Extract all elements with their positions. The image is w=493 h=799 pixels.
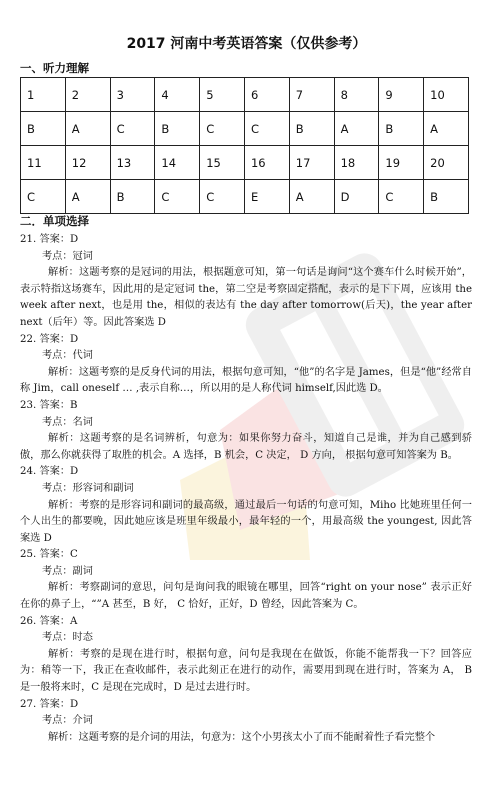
explanation: 解析：考察的是现在进行时，根据句意，问句是我现在在做饭，你能不能帮我一下？回答应为：稍等一下，我正在查收邮件，表示此刻正在进行的动作，需要用到现在进行时，答案为 A， B 是一般将来时，C 是现在完成时，D 是过去进行时。 bbox=[20, 648, 472, 694]
table-cell: 6 bbox=[244, 78, 289, 112]
table-cell: 1 bbox=[21, 78, 66, 112]
question-item bbox=[20, 547, 472, 613]
test-point: 考点：冠词 bbox=[42, 250, 93, 262]
listening-answer-table bbox=[20, 77, 469, 214]
table-cell: 5 bbox=[200, 78, 245, 112]
test-point: 考点：形容词和副词 bbox=[42, 482, 134, 494]
test-point: 考点：代词 bbox=[42, 350, 93, 362]
table-cell: 7 bbox=[289, 78, 334, 112]
table-cell: 12 bbox=[65, 146, 110, 180]
table-answer-row bbox=[21, 180, 469, 214]
answer-line: 27. 答案：D bbox=[20, 698, 79, 710]
explanation: 解析：这题考察的是名词辨析，句意为：如果你努力奋斗，知道自己是谁，并为自己感到骄傲，那么你就获得了取胜的机会。A 选择，B 机会，C 决定， D 方向， 根据句意可知答案为 B。 bbox=[20, 433, 472, 461]
single-choice-answers bbox=[20, 232, 472, 746]
explanation: 解析：考察的是形容词和副词的最高级，通过最后一句话的句意可知，Miho 比她班里任何一个人出生的都要晚，因此她应该是班里年级最小，最年轻的一个，用最高级 the youngest, 因此答案选 D bbox=[20, 499, 472, 544]
question-item bbox=[20, 332, 472, 398]
table-cell: C bbox=[244, 112, 289, 146]
table-cell: C bbox=[379, 180, 424, 214]
table-cell: 20 bbox=[424, 146, 469, 180]
table-cell: B bbox=[155, 112, 200, 146]
table-cell: 18 bbox=[334, 146, 379, 180]
test-point: 考点：介词 bbox=[42, 715, 93, 727]
table-cell: 3 bbox=[110, 78, 155, 112]
table-cell: D bbox=[334, 180, 379, 214]
table-cell: B bbox=[21, 112, 66, 146]
test-point: 考点：时态 bbox=[42, 632, 93, 644]
table-cell: 11 bbox=[21, 146, 66, 180]
table-cell: C bbox=[21, 180, 66, 214]
table-cell: 17 bbox=[289, 146, 334, 180]
question-item bbox=[20, 232, 472, 332]
table-cell: C bbox=[200, 180, 245, 214]
answer-line: 26. 答案：A bbox=[20, 615, 78, 627]
table-cell: A bbox=[334, 112, 379, 146]
answer-line: 23. 答案：B bbox=[20, 399, 78, 411]
table-cell: 9 bbox=[379, 78, 424, 112]
section-heading-listening: 一、听力理解 bbox=[20, 61, 89, 75]
table-cell: 19 bbox=[379, 146, 424, 180]
table-cell: B bbox=[110, 180, 155, 214]
table-cell: 14 bbox=[155, 146, 200, 180]
table-cell: B bbox=[424, 180, 469, 214]
table-cell: C bbox=[155, 180, 200, 214]
table-cell: A bbox=[65, 112, 110, 146]
table-cell: B bbox=[379, 112, 424, 146]
explanation: 解析：这题考察的是反身代词的用法，根据句意可知，“他”的名字是 James，但是“他”经常自称 Jim，call oneself … ,表示自称…，所以用的是人称代词 himself,因此选 D。 bbox=[20, 366, 472, 395]
table-cell: B bbox=[289, 112, 334, 146]
table-cell: C bbox=[200, 112, 245, 146]
document-title: 2017 河南中考英语答案（仅供参考） bbox=[126, 36, 367, 52]
explanation: 解析：考察副词的意思，问句是询问我的眼镜在哪里，回答“right on your nose” 表示正好在你的鼻子上，“”A 甚至，B 好， C 恰好，正好，D 曾经，因此答案为 C。 bbox=[20, 582, 472, 611]
question-item bbox=[20, 398, 472, 464]
table-cell: 2 bbox=[65, 78, 110, 112]
question-item bbox=[20, 614, 472, 697]
table-number-row bbox=[21, 78, 469, 112]
answer-line: 21. 答案：D bbox=[20, 234, 79, 245]
test-point: 考点：副词 bbox=[42, 565, 93, 577]
table-cell: E bbox=[244, 180, 289, 214]
table-cell: A bbox=[424, 112, 469, 146]
question-item bbox=[20, 697, 472, 747]
question-item bbox=[20, 464, 472, 547]
table-cell: C bbox=[110, 112, 155, 146]
test-point: 考点：名词 bbox=[42, 416, 93, 428]
table-cell: 10 bbox=[424, 78, 469, 112]
answer-line: 22. 答案：D bbox=[20, 333, 79, 345]
answer-line: 25. 答案：C bbox=[20, 549, 78, 561]
table-answer-row bbox=[21, 112, 469, 146]
table-cell: 13 bbox=[110, 146, 155, 180]
table-cell: A bbox=[289, 180, 334, 214]
table-cell: A bbox=[65, 180, 110, 214]
table-cell: 4 bbox=[155, 78, 200, 112]
table-number-row bbox=[21, 146, 469, 180]
answer-line: 24. 答案：D bbox=[20, 466, 79, 478]
table-cell: 8 bbox=[334, 78, 379, 112]
table-cell: 15 bbox=[200, 146, 245, 180]
explanation: 解析：这题考察的是介词的用法，句意为：这个小男孩太小了而不能耐着性子看完整个 bbox=[48, 731, 436, 743]
table-cell: 16 bbox=[244, 146, 289, 180]
explanation: 解析：这题考察的是冠词的用法，根据题意可知，第一句话是询问“这个赛车什么时候开始”，表示特指这场赛车，因此用的是定冠词 the，第二空是考察固定搭配，表示的是下下周，应该用 the week after next，也是用 the，相似的表达有 the day after tomorrow(后天)，the year after next（后年）等。因此答案选 D bbox=[20, 267, 472, 328]
section-heading-single-choice: 二．单项选择 bbox=[20, 214, 89, 228]
